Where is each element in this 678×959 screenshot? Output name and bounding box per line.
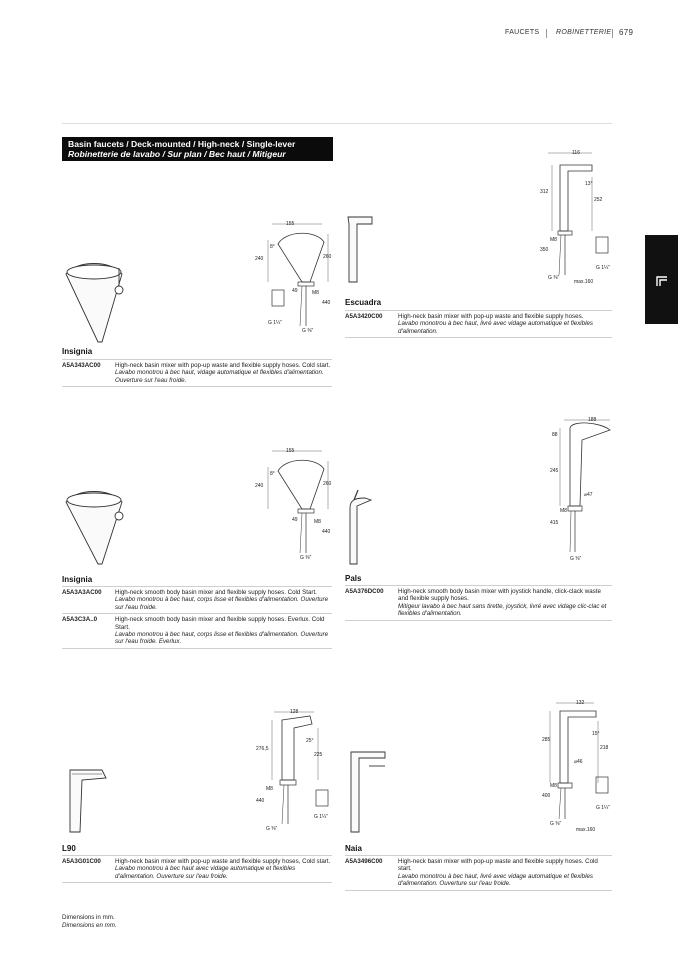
dim-label: 245 [550,468,559,474]
technical-drawing [530,697,630,835]
dim-label: M8 [560,508,567,514]
page-number: 679 [619,28,634,37]
technical-drawing [252,443,344,559]
dim-label: 415 [550,520,559,526]
dim-label: M8 [550,783,557,789]
dim-label: 49 [292,288,298,294]
technical-drawing [252,216,344,332]
dim-label: 260 [323,254,332,260]
product-table [345,855,612,891]
product-table [62,586,332,649]
product-code: A5A3420C00 [345,311,398,338]
section-label-en: FAUCETS [505,29,540,36]
top-rule [62,123,612,124]
dim-label: 132 [576,700,585,706]
description-fr: Lavabo monotrou à bec haut, corps lisse et flexibles d'alimentation. Ouverture sur l'eau froide. Everlux. [115,631,329,646]
dim-label: G ⅜" [550,821,562,827]
technical-drawing [540,410,630,565]
table-row [62,614,332,649]
dim-label: 13° [585,181,593,187]
dim-label: 312 [540,189,549,195]
table-row [62,587,332,614]
product-table [345,310,612,338]
dim-label: ⌀46 [574,759,583,765]
product-name: Pals [345,574,362,583]
dim-label: max.160 [576,827,596,833]
dim-label: G 1¼" [268,320,283,326]
dim-label: G ⅜" [300,555,312,559]
product-table [62,359,332,387]
product-photo [62,486,132,566]
table-row [345,856,612,891]
dim-label: M8 [550,237,557,243]
dim-label: 260 [323,481,332,487]
product-code: A5A3G01C00 [62,856,115,883]
product-code: A5A3496C00 [345,856,398,891]
description-en: High-neck basin mixer with pop-up waste and flexible supply hoses. Cold start. [115,362,331,369]
dim-label: 8° [270,471,275,477]
product-name: Naia [345,844,362,853]
header-divider [612,29,613,38]
dim-label: 128 [290,709,299,715]
dim-label: G 1¼" [596,265,611,271]
technical-drawing [530,147,630,287]
dim-label: 240 [255,256,264,262]
product-code: A5A3C3A..0 [62,614,115,649]
description-en: High-neck basin mixer with pop-up waste and flexible supply hoses. [398,313,584,320]
dim-label: 240 [255,483,264,489]
dim-label: 276,5 [256,746,269,752]
product-photo [62,258,132,344]
dim-label: G ⅜" [302,328,314,332]
dim-label: M8 [266,786,273,792]
footer-note-fr: Dimensions en mm. [62,921,117,929]
footer-note-en: Dimensions in mm. [62,914,115,921]
product-photo [345,214,375,286]
product-code: A5A376DC00 [345,586,398,621]
description-en: High-neck smooth body basin mixer and flexible supply hoses. Cold Start. [115,589,317,596]
banner-title-fr: Robinetterie de lavabo / Sur plan / Bec haut / Mitigeur [68,149,286,159]
description-fr: Mitigeur lavabo à bec haut sans tirette, joystick, livré avec vidage clic-clac et flexibles d'alimentation. [398,602,607,618]
description-en: High-neck basin mixer with pop-up waste and flexible supply hoses, Cold start. [115,858,331,865]
product-table [62,855,332,883]
footer-note [62,914,117,929]
dim-label: G ⅜" [266,826,278,832]
side-tab [645,235,678,324]
description-en: High-neck basin mixer with pop-up waste and flexible supply hoses. Cold start. [398,858,598,873]
dim-label: 440 [256,798,265,804]
dim-label: 252 [594,197,603,203]
dim-label: 155 [286,221,295,227]
dim-label: G ⅜" [548,275,560,281]
dim-label: M8 [314,519,321,525]
product-code: A5A3A3AC00 [62,587,115,614]
dim-label: 88 [552,432,558,438]
dim-label: 440 [322,300,331,306]
dim-label: 8° [270,244,275,250]
product-photo [345,748,391,836]
dim-label: 225 [314,752,323,758]
dim-label: G 1¼" [314,814,329,820]
table-row [62,360,332,387]
product-name: L90 [62,844,76,853]
table-row [62,856,332,883]
product-name: Escuadra [345,298,382,307]
product-code: A5A343AC00 [62,360,115,387]
product-table [345,585,612,621]
faucet-icon [645,235,678,324]
dim-label: 218 [600,745,609,751]
description-fr: Lavabo monotrou à bec haut, livré avec vidage automatique et flexibles d'alimentation. Ouverture sur l'eau froide. [398,872,594,888]
dim-label: 400 [542,793,551,799]
description-fr: Lavabo monotrou à bec haut, corps lisse et flexibles d'alimentation. Ouverture sur l'eau froide. [115,596,329,611]
dim-label: 49 [292,517,298,523]
dim-label: 116 [572,150,580,156]
dim-label: 15° [592,731,600,737]
dim-label: 188 [588,417,597,423]
dim-label: 285 [542,737,551,743]
product-photo [345,488,375,568]
product-photo [62,764,122,836]
description-en: High-neck smooth body basin mixer with joystick handle, click-clack waste and flexible supply hoses. [398,588,601,603]
banner-title-en: Basin faucets / Deck-mounted / High-neck / Single-lever [68,139,296,149]
table-row [345,311,612,338]
technical-drawing [252,706,342,834]
dim-label: max.160 [574,279,594,285]
header-divider [546,29,547,38]
dim-label: 155 [286,448,295,454]
description-fr: Lavabo monotrou à bec haut, livré avec vidage automatique et flexibles d'alimentation. [398,320,594,335]
description-fr: Lavabo monotrou à bec haut avec vidage automatique et flexibles d'alimentation. Ouverture sur l'eau froide. [115,865,296,880]
dim-label: G 1¼" [596,805,611,811]
section-label-fr: ROBINETTERIE [556,29,612,36]
table-row [345,586,612,621]
section-banner [62,137,333,161]
dim-label: M8 [312,290,319,296]
dim-label: ⌀47 [584,492,593,498]
dim-label: 350 [540,247,549,253]
dim-label: G ⅜" [570,556,582,562]
description-en: High-neck smooth body basin mixer and flexible supply hoses. Everlux. Cold Start. [115,616,325,631]
dim-label: 25° [306,738,314,744]
dim-label: 440 [322,529,331,535]
product-name: Insignia [62,575,93,584]
product-name: Insignia [62,347,93,356]
description-fr: Lavabo monotrou à bec haut, vidage automatique et flexibles d'alimentation. Ouverture sur l'eau froide. [115,369,324,384]
